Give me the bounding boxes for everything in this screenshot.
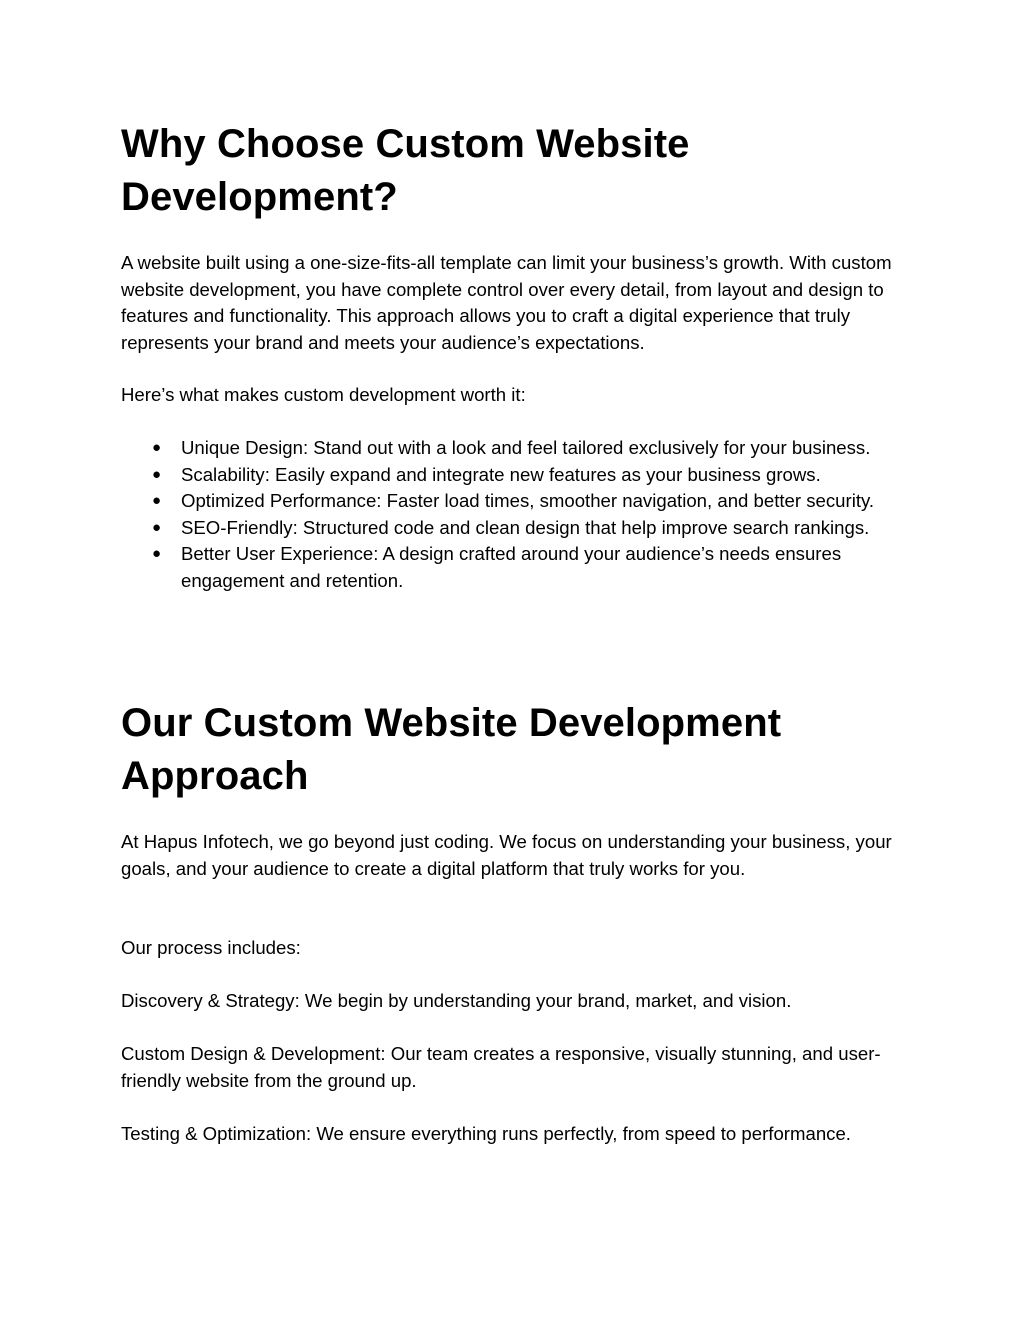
bullet-icon: ●	[152, 492, 162, 509]
process-step-design-development: Custom Design & Development: Our team creates a responsive, visually stunning, and user-friendly website from the ground up.	[121, 1043, 881, 1091]
section-lead-paragraph: Here’s what makes custom development worth it:	[121, 384, 526, 405]
list-item	[121, 488, 911, 515]
list-item	[121, 435, 911, 462]
list-item-text: SEO-Friendly: Structured code and clean design that help improve search rankings.	[181, 516, 870, 538]
bullet-icon: ●	[152, 545, 162, 562]
list-item-text: Better User Experience: A design crafted around your audience’s needs ensures engagement and retention.	[181, 543, 842, 591]
process-step-discovery: Discovery & Strategy: We begin by understanding your brand, market, and vision.	[121, 990, 792, 1011]
approach-intro-paragraph: At Hapus Infotech, we go beyond just coding. We focus on understanding your business, your goals, and your audience to create a digital platform that truly works for you.	[121, 831, 892, 879]
list-item-text: Unique Design: Stand out with a look and feel tailored exclusively for your business.	[181, 437, 871, 458]
list-item	[121, 541, 911, 594]
bullet-icon: ●	[152, 518, 162, 536]
process-lead-paragraph: Our process includes:	[121, 937, 301, 958]
process-step-testing: Testing & Optimization: We ensure everything runs perfectly, from speed to performance.	[121, 1123, 851, 1144]
list-item-text: Scalability: Easily expand and integrate new features as your business grows.	[181, 463, 821, 485]
list-item	[121, 462, 911, 489]
section-heading-why-choose: Why Choose Custom Website Development?	[121, 122, 690, 219]
benefits-list	[121, 435, 911, 594]
list-item-text: Optimized Performance: Faster load times, smoother navigation, and better security.	[181, 490, 875, 511]
section-heading-approach: Our Custom Website Development Approach	[121, 701, 782, 798]
section-intro-paragraph: A website built using a one-size-fits-all template can limit your business’s growth. With custom website development, you have complete control over every detail, from layout and design to features and functionality. This approach allows you to craft a digital experience that truly represents your brand and meets your audience’s expectations.	[121, 252, 892, 353]
list-item	[121, 515, 911, 542]
bullet-icon: ●	[152, 465, 162, 483]
bullet-icon: ●	[152, 439, 162, 456]
